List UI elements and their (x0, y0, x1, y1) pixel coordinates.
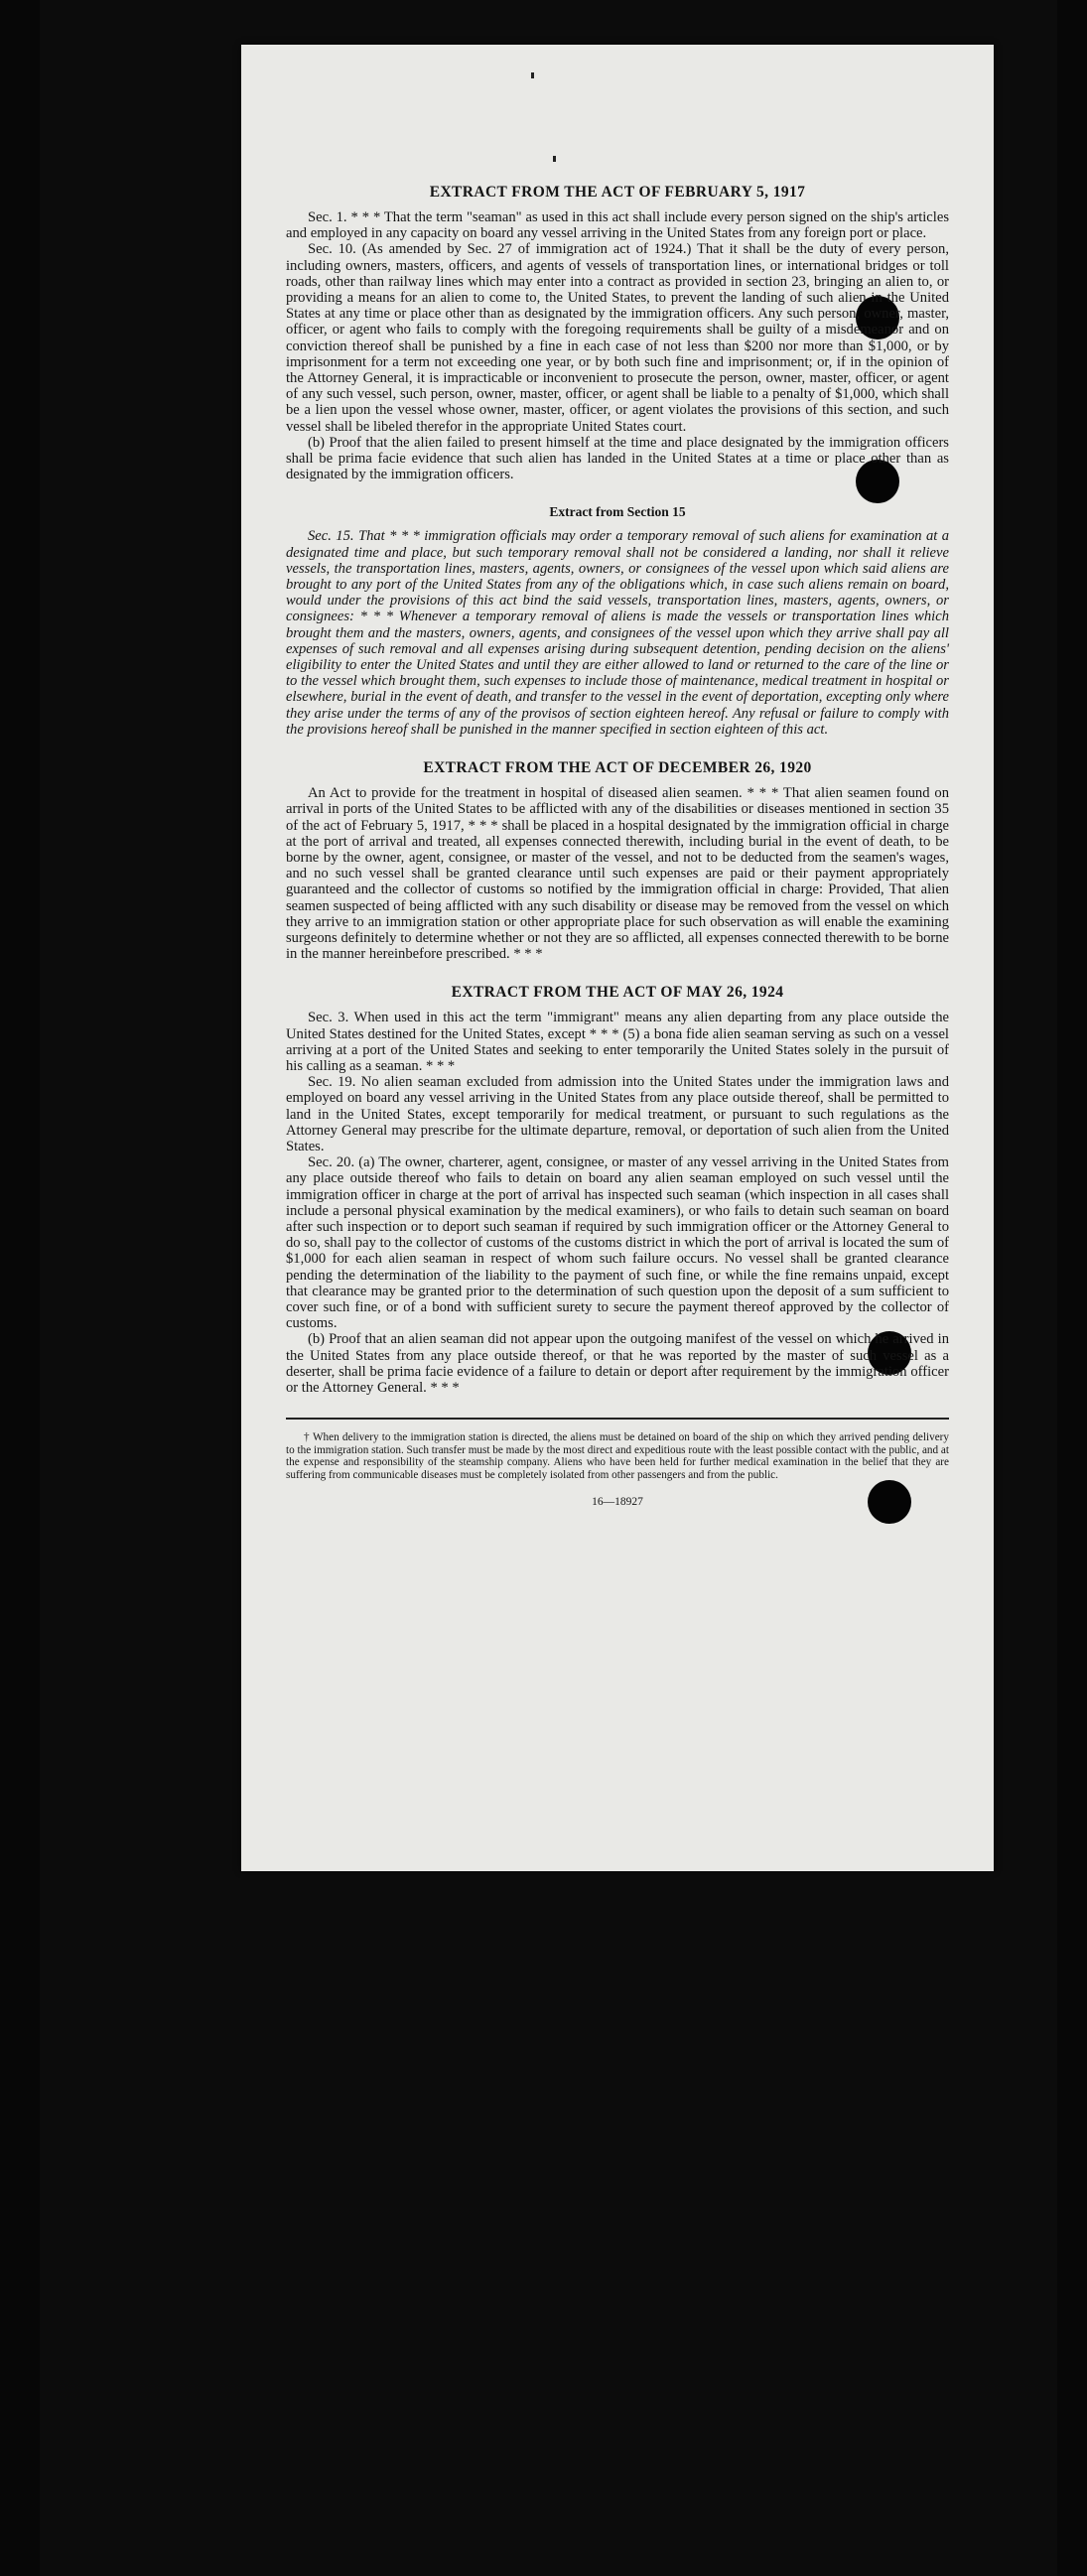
document-page (241, 45, 994, 1871)
divider (286, 1418, 949, 1420)
paragraph: (b) Proof that the alien failed to present himself at the time and place designated by the immigration officers shall be prima facie evidence that such alien has landed in the United States at a time or place other than as designated by the immigration officers. (286, 434, 949, 483)
section-heading: EXTRACT FROM THE ACT OF FEBRUARY 5, 1917 (429, 184, 806, 201)
section-act-1917 (286, 184, 949, 482)
section-act-1924 (286, 984, 949, 1396)
form-code: 16—18927 (592, 1495, 643, 1508)
section-heading: EXTRACT FROM THE ACT OF DECEMBER 26, 1920 (423, 759, 812, 777)
scan-mark (553, 156, 556, 162)
paragraph: (b) Proof that an alien seaman did not appear upon the outgoing manifest of the vessel on which he arrived in the United States from any place outside thereof, or that he was reported by the master of such vessel as a deserter, shall be prima facie evidence of a failure to detain or deport after requirement by the immigration officer or the Attorney General. * * * (286, 1331, 949, 1396)
section-heading: EXTRACT FROM THE ACT OF MAY 26, 1924 (451, 984, 784, 1002)
footnote (286, 1431, 949, 1481)
paragraph: Sec. 20. (a) The owner, charterer, agent, consignee, or master of any vessel arriving in the United States from any place outside thereof who fails to detain on board any alien seaman employed on such vessel until the immigration officer in charge at the port of arrival has inspected such seaman (which inspection in all cases shall include a personal physical examination by the medical examiners), or who fails to detain such seaman on board after such inspection or to deport such seaman if required by such immigration officer or the Attorney General to do so, shall pay to the collector of customs of the customs district in which the port of arrival is located the sum of $1,000 for each alien seaman in respect of whom such failure occurs. No vessel shall be granted clearance pending the determination of the liability to the payment of such fine, or while the fine remains unpaid, except that clearance may be granted prior to the determination of such question upon the deposit of a sum sufficient to cover such fine, or of a bond with sufficient surety to secure the payment thereof approved by the collector of customs. (286, 1154, 949, 1332)
scan-mark (531, 72, 534, 78)
film-border-right (1057, 0, 1087, 2576)
film-border-left (0, 0, 40, 2576)
paragraph: Sec. 15. That * * * immigration officials may order a temporary removal of such aliens for examination at a designated time and place, but such temporary removal shall not be considered a landing, nor shall it relieve vessels, the transportation lines, masters, agents, owners, or consignees of the vessel upon which said aliens are brought to any port of the United States from any of the obligations which, in case such aliens remain on board, would under the provisions of this act bind the said vessels, transportation lines, masters, agents, owners, or consignees: * * * Whenever a temporary removal of aliens is made the vessels or transportation lines which brought them and the masters, owners, agents, and consignees of the vessel upon which they arrive shall pay all expenses of such removal and all expenses arising during subsequent detention, pending decision on the aliens' eligibility to enter the United States and until they are either allowed to land or returned to the care of the line or to the vessel which brought them, such expenses to include those of maintenance, medical treatment in hospital or elsewhere, burial in the event of death, and transfer to the vessel in the event of deportation, excepting only where they arise under the terms of any of the provisos of section eighteen hereof. Any refusal or failure to comply with the provisions hereof shall be punished in the manner specified in section eighteen of this act. (286, 528, 949, 738)
paragraph: Sec. 3. When used in this act the term "immigrant" means any alien departing from any place outside the United States destined for the United States, except * * * (5) a bona fide alien seaman serving as such on a vessel arriving at a port of the United States and seeking to enter temporarily the United States solely in the pursuit of his calling as a seaman. * * * (286, 1010, 949, 1074)
paragraph: Sec. 19. No alien seaman excluded from admission into the United States under the immigration laws and employed on board any vessel arriving in the United States from any place outside thereof, shall be permitted to land in the United States, except temporarily for medical treatment, or pursuant to such regulations as the Attorney General may prescribe for the ultimate departure, removal, or deportation of such alien from the United States. (286, 1074, 949, 1154)
section-heading: Extract from Section 15 (549, 504, 686, 520)
section-extract-15 (286, 504, 949, 738)
paragraph: Sec. 1. * * * That the term "seaman" as used in this act shall include every person signed on the ship's articles and employed in any capacity on board any vessel arriving in the United States from any foreign port or place. (286, 209, 949, 242)
paragraph: Sec. 10. (As amended by Sec. 27 of immigration act of 1924.) That it shall be the duty of every person, including owners, masters, officers, and agents of vessels of transportation lines, or international bridges or toll roads, other than railway lines which may enter into a contract as provided in section 23, bringing an alien to, or providing a means for an alien to come to, the United States, to prevent the landing of such alien in the United States at any time or place other than as designated by the immigration officers. Any such person, owner, master, officer, or agent who fails to comply with the foregoing requirements shall be guilty of a misdemeanor and on conviction thereof shall be punished by a fine in each case of not less than $200 nor more than $1,000, or by imprisonment for a term not exceeding one year, or by both such fine and imprisonment; or, if in the opinion of the Attorney General, it is impracticable or inconvenient to prosecute the person, owner, master, officer, or agent of any such vessel, such person, owner, master, officer, or agent shall be liable to a penalty of $1,000, which shall be a lien upon the vessel whose owner, master, officer, or agent violates the provisions of this section, and such vessel shall be libeled therefor in the appropriate United States court. (286, 241, 949, 435)
document-content (286, 184, 949, 1508)
section-act-1920 (286, 759, 949, 962)
footnote-text: † When delivery to the immigration station is directed, the aliens must be detained on board of the ship on which they arrived pending delivery to the immigration station. Such transfer must be made by the most direct and expeditious route with the least possible contact with the public, and at the expense and responsibility of the steamship company. Aliens who have been held for further medical examination in the belief that they are suffering from communicable diseases must be completely isolated from other passengers and from the public. (286, 1431, 949, 1481)
paragraph: An Act to provide for the treatment in hospital of diseased alien seamen. * * * That alien seamen found on arrival in ports of the United States to be afflicted with any of the disabilities or diseases mentioned in section 35 of the act of February 5, 1917, * * * shall be placed in a hospital designated by the immigration official in charge at the port of arrival and treated, all expenses connected therewith, including burial in the event of death, to be borne by the owner, agent, consignee, or master of the vessel, and not to be deducted from the seamen's wages, and no such vessel shall be granted clearance until such expenses are paid or their payment appropriately guaranteed and the collector of customs so notified by the immigration official in charge: Provided, That alien seamen suspected of being afflicted with any such disability or disease may be removed from the vessel on which they arrive to an immigration station or other appropriate place for such observation as will enable the examining surgeons definitely to determine whether or not they are so afflicted, all expenses connected therewith to be borne in the manner hereinbefore prescribed. * * * (286, 785, 949, 963)
